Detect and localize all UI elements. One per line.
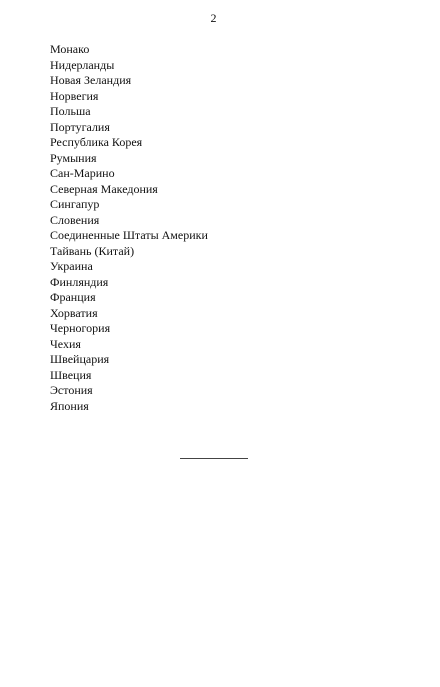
list-item: Соединенные Штаты Америки — [50, 228, 208, 242]
list-item: Чехия — [50, 336, 81, 351]
list-item: Сан-Марино — [50, 166, 115, 180]
list-item: Финляндия — [50, 274, 109, 289]
list-item: Румыния — [50, 150, 97, 165]
list-item: Швеция — [50, 367, 92, 382]
list-item: Северная Македония — [50, 181, 158, 196]
list-item: Сингапур — [50, 197, 100, 211]
list-item: Польша — [50, 104, 91, 118]
list-item: Монако — [50, 42, 90, 56]
end-divider — [180, 458, 248, 459]
country-list — [50, 42, 208, 414]
list-item: Норвегия — [50, 88, 99, 103]
list-item: Украина — [50, 259, 93, 273]
list-item: Хорватия — [50, 305, 98, 320]
list-item: Республика Корея — [50, 135, 143, 149]
page-number: 2 — [210, 11, 217, 25]
list-item: Япония — [50, 398, 89, 413]
list-item: Португалия — [50, 119, 110, 134]
list-item: Эстония — [50, 383, 93, 397]
list-item: Черногория — [50, 321, 111, 335]
list-item: Тайвань (Китай) — [50, 243, 135, 258]
list-item: Швейцария — [50, 352, 110, 366]
list-item: Франция — [50, 290, 96, 304]
list-item: Нидерланды — [50, 57, 115, 72]
list-item: Новая Зеландия — [50, 73, 132, 87]
list-item: Словения — [50, 212, 100, 227]
